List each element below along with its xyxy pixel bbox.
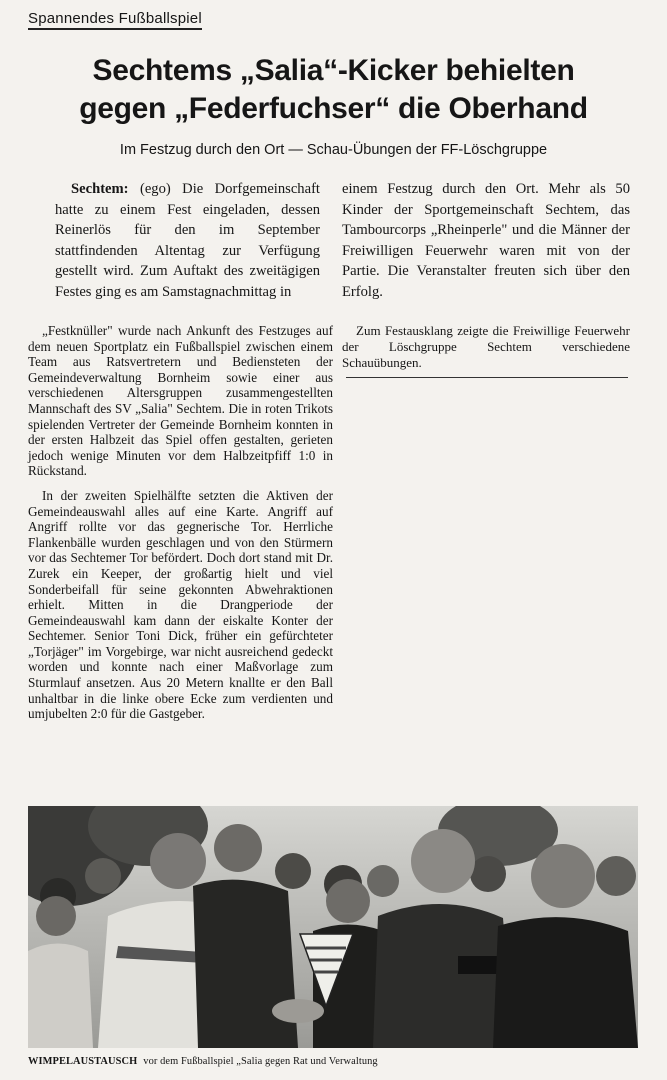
news-photo (28, 806, 638, 1048)
intro-text: (ego) Die Dorfgemeinschaft hatte zu einem Fest eingeladen, dessen Reinerlös für den im September stattfindenden Altentag zur Verfügung gestellt wird. Zum Auftakt des zweitägigen Festes ging es am Samstagnachmittag in (55, 181, 320, 300)
caption-text: vor dem Fußballspiel „Salia gegen Rat und Verwaltung (143, 1056, 378, 1067)
photo-caption (28, 1056, 638, 1067)
column-end-rule (346, 377, 628, 378)
body-column-left (28, 323, 333, 731)
headline-line-1: Sechtems „Salia“-Kicker behielten (92, 54, 575, 87)
intro-column-left (55, 179, 320, 312)
paragraph-match-start: „Festknüller" wurde nach Ankunft des Festzuges auf dem neuen Sportplatz ein Fußballspiel zwischen einem Team aus Ratsvertretern und Bediensteten der Gemeindeverwaltung Bornheim sowie einer aus verschiedenen Altersgruppen zusammengestellten Mannschaft des SV „Salia" Sechtem. Die in roten Trikots spielenden Vertreter der Gemeinde Bornheim konnten in der ersten Halbzeit das Spiel offen gestalten, gerieten jedoch wenige Minuten vor dem Halbzeitpfiff 1:0 in Rückstand. (28, 323, 333, 479)
photo-illustration (28, 806, 638, 1048)
headline-line-2: gegen „Federfuchser“ die Oberhand (79, 92, 588, 125)
paragraph-closing: Zum Festausklang zeigte die Freiwillige Feuerwehr der Löschgruppe Sechtem verschiedene Schauübungen. (342, 323, 630, 370)
subheadline: Im Festzug durch den Ort — Schau-Übungen der FF-Löschgruppe (119, 142, 548, 158)
caption-lead: WIMPELAUSTAUSCH (28, 1056, 138, 1067)
body-column-right (342, 323, 630, 379)
intro-continuation: einem Festzug durch den Ort. Mehr als 50 Kinder der Sportgemeinschaft Sechtem, das Tambourcorps „Rheinperle" und die Männer der Freiwilligen Feuerwehr waren mit von der Partie. Die Veranstalter freuten sich über den Erfolg. (342, 181, 630, 300)
headline (0, 52, 667, 128)
intro-column-right (342, 179, 630, 312)
dateline: Sechtem: (71, 181, 129, 197)
paragraph-second-half: In der zweiten Spielhälfte setzten die Aktiven der Gemeindeauswahl alles auf eine Karte. Angriff auf Angriff rollte vor das gegnerische Tor. Herrliche Flankenbälle wurden geschlagen und von den Stürmern vor das Sechtemer Tor befördert. Doch dort stand mit Dr. Zurek ein Keeper, der großartig hielt und viel Sonderbeifall für seine gekonnten Abwehraktionen erhielt. Mitten in die Drangperiode der Gemeindeauswahl kam dann der eiskalte Konter der Sechtemer. Senior Toni Dick, früher ein gefürchteter „Torjäger" im Vorgebirge, war nicht ausreichend gedeckt worden und konnte nach einer Maßvorlage zum Sturmlauf ansetzen. Aus 20 Metern knallte er den Ball unhaltbar in die linke obere Ecke zum verdienten und umjubelten 2:0 für die Gastgeber. (28, 487, 333, 722)
kicker-label: Spannendes Fußballspiel (28, 10, 202, 30)
